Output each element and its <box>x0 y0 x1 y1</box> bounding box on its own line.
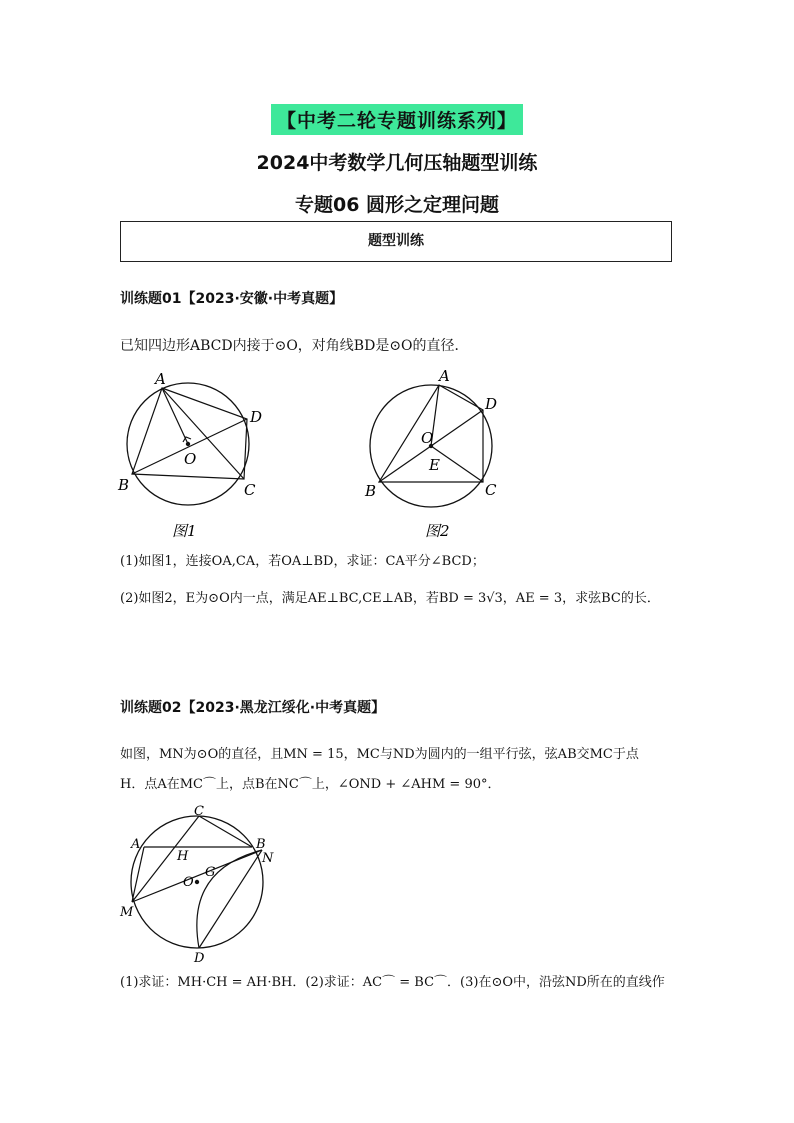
label-o: O <box>183 875 194 890</box>
series-title-text: 【中考二轮专题训练系列】 <box>271 104 523 135</box>
label-n: N <box>262 851 274 866</box>
series-title <box>0 104 794 135</box>
label-b: B <box>118 476 130 494</box>
page-title: 2024中考数学几何压轴题型训练 <box>256 152 538 174</box>
fig2-caption: 图2 <box>425 522 450 540</box>
label-d: D <box>485 395 498 413</box>
label-c: C <box>244 481 256 499</box>
center-point <box>186 442 190 446</box>
label-m: M <box>120 905 134 920</box>
topic-subtitle: 专题06 圆形之定理问题 <box>294 194 500 216</box>
q2-line-2: H．点A在MC⌒上，点B在NC⌒上，∠OND + ∠AHM = 90°． <box>120 777 501 792</box>
label-h: H <box>177 849 189 864</box>
q2-parts: (1)求证：MH·CH = AH·BH．(2)求证：AC⌒ = BC⌒．(3)在⊙O中，沿弦ND所在的直线作 <box>120 975 665 990</box>
q1-figure-1 <box>110 362 280 542</box>
q2-figure <box>115 800 285 970</box>
label-g: G <box>205 865 216 880</box>
label-d: D <box>250 408 263 426</box>
q1-part-2: (2)如图2，E为⊙O内一点，满足AE⊥BC,CE⊥AB，若BD = 3√3，AE = 3，求弦BC的长． <box>120 591 660 606</box>
center-point <box>195 880 199 884</box>
label-c: C <box>194 804 204 819</box>
fig1-caption: 图1 <box>172 522 197 540</box>
label-a: A <box>155 370 166 388</box>
q1-figure-2 <box>355 362 515 542</box>
label-c: C <box>485 481 497 499</box>
label-d: D <box>194 951 205 966</box>
q2-line-1: 如图，MN为⊙O的直径，且MN = 15，MC与ND为圆内的一组平行弦，弦AB交MC于点 <box>120 747 639 762</box>
label-b: B <box>256 837 266 852</box>
label-a: A <box>131 837 141 852</box>
q1-statement: 已知四边形ABCD内接于⊙O，对角线BD是⊙O的直径． <box>120 338 469 354</box>
label-b: B <box>365 482 377 500</box>
label-o: O <box>421 429 434 447</box>
q1-part-1: (1)如图1，连接OA,CA，若OA⊥BD，求证：CA平分∠BCD； <box>120 554 485 569</box>
q1-heading: 训练题01【2023·安徽·中考真题】 <box>120 291 344 307</box>
label-a: A <box>439 367 450 385</box>
section-header: 题型训练 <box>120 221 672 262</box>
q2-heading: 训练题02【2023·黑龙江绥化·中考真题】 <box>120 700 386 716</box>
label-o: O <box>184 450 197 468</box>
label-e: E <box>429 456 440 474</box>
